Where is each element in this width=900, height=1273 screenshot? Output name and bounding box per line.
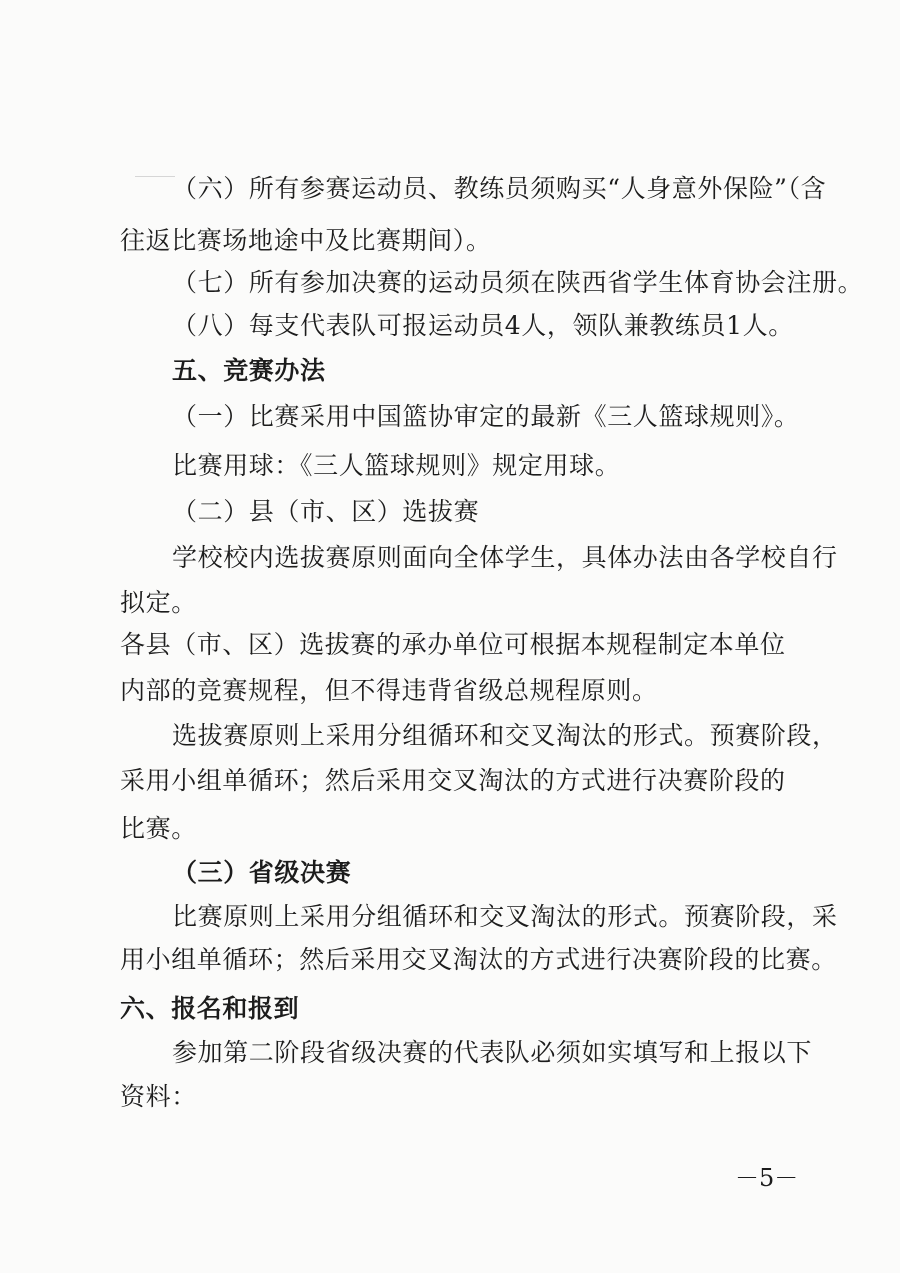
page-number: －5－: [735, 1164, 799, 1192]
paragraph-line: （六）所有参赛运动员、教练员须购买“人身意外保险”（含: [172, 174, 827, 203]
paragraph-line: 选拔赛原则上采用分组循环和交叉淘汰的形式。预赛阶段，: [172, 721, 838, 750]
paragraph-line: 往返比赛场地途中及比赛期间）。: [120, 226, 492, 255]
paragraph-line: （八）每支代表队可报运动员4人，领队兼教练员1人。: [172, 311, 794, 340]
paragraph-line: 资料：: [120, 1082, 197, 1111]
subsection-heading: （三）省级决赛: [172, 858, 352, 887]
paragraph-line: 拟定。: [120, 588, 197, 617]
section-heading: 五、竞赛办法: [172, 356, 326, 385]
paragraph-line: 内部的竞赛规程，但不得违背省级总规程原则。: [120, 676, 658, 705]
paragraph-line: 采用小组单循环；然后采用交叉淘汰的方式进行决赛阶段的: [120, 766, 786, 795]
paragraph-line: 各县（市、区）选拔赛的承办单位可根据本规程制定本单位: [120, 630, 786, 659]
paragraph-line: 学校校内选拔赛原则面向全体学生，具体办法由各学校自行: [172, 543, 838, 572]
subsection-heading: （二）县（市、区）选拔赛: [172, 497, 480, 526]
paragraph-line: 比赛原则上采用分组循环和交叉淘汰的形式。预赛阶段，采: [172, 902, 838, 931]
paragraph-line: （一）比赛采用中国篮协审定的最新《三人篮球规则》。: [172, 402, 800, 431]
paragraph-line: （七）所有参加决赛的运动员须在陕西省学生体育协会注册。: [172, 268, 864, 297]
scan-speck: [135, 176, 175, 177]
paragraph-line: 参加第二阶段省级决赛的代表队必须如实填写和上报以下: [172, 1038, 813, 1067]
paragraph-line: 比赛。: [120, 814, 197, 843]
paragraph-line: 用小组单循环；然后采用交叉淘汰的方式进行决赛阶段的比赛。: [120, 945, 837, 974]
paragraph-line: 比赛用球：《三人篮球规则》规定用球。: [172, 451, 621, 480]
section-heading: 六、报名和报到: [120, 994, 300, 1023]
